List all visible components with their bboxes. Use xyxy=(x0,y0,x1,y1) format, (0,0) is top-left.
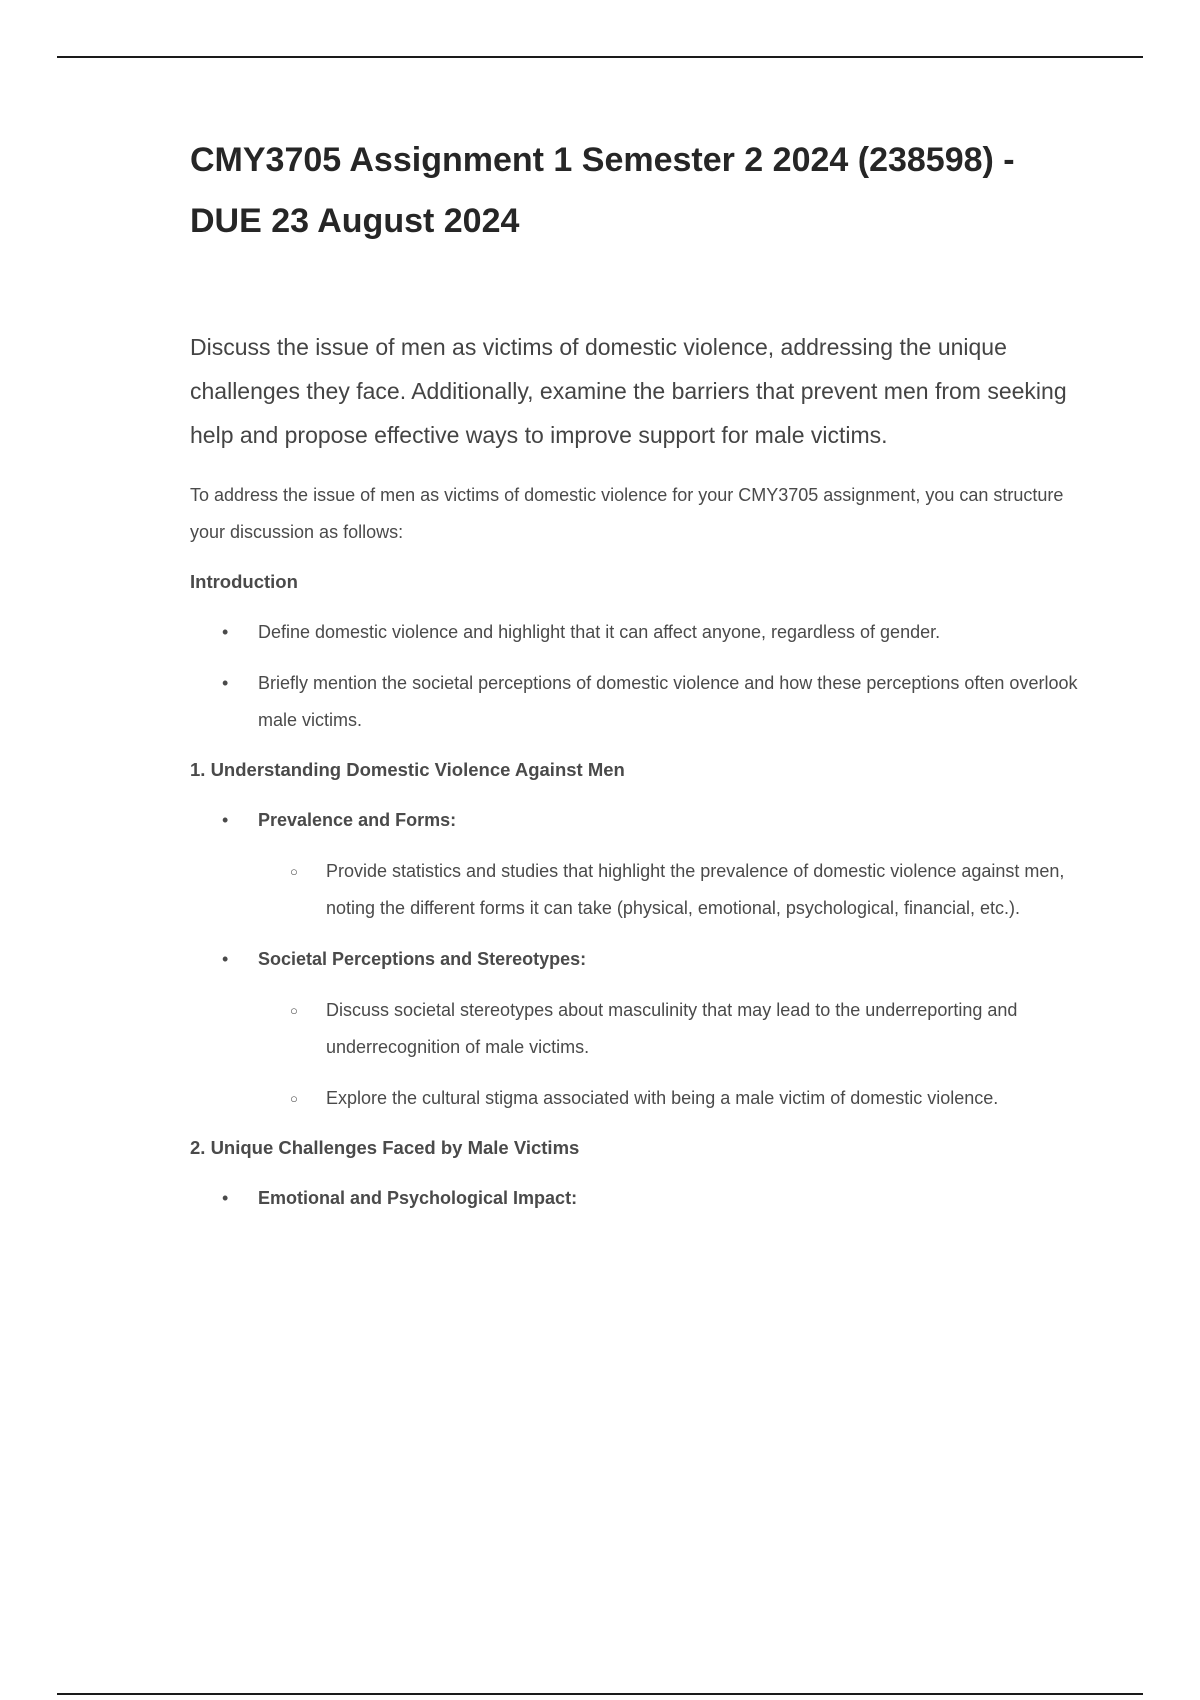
bullet-icon: • xyxy=(222,810,229,830)
question-prompt: Discuss the issue of men as victims of domestic violence, addressing the unique challenges they face. Additionally, examine the barriers that prevent men from seeking help and propose effective ways to improve support for male victims. xyxy=(190,334,1067,448)
sublist-item-text: Provide statistics and studies that highlight the prevalence of domestic violence against men, noting the different forms it can take (physical, emotional, psychological, financial, etc.). xyxy=(326,861,1065,918)
subheading-perceptions: Societal Perceptions and Stereotypes: xyxy=(258,949,587,969)
section-heading-introduction: Introduction xyxy=(190,571,298,592)
sublist-item-text: Explore the cultural stigma associated with being a male victim of domestic violence. xyxy=(326,1088,999,1108)
bullet-icon: • xyxy=(222,1188,229,1208)
list-item xyxy=(190,941,1090,1117)
intro-paragraph: To address the issue of men as victims of domestic violence for your CMY3705 assignment, you can structure your discussion as follows: xyxy=(190,485,1064,542)
hollow-bullet-icon: ○ xyxy=(290,1091,298,1106)
bullet-icon: • xyxy=(222,622,229,642)
bullet-icon: • xyxy=(222,673,229,693)
list-item-text: Define domestic violence and highlight that it can affect anyone, regardless of gender. xyxy=(258,622,941,642)
sublist xyxy=(258,853,1090,927)
introduction-list xyxy=(190,614,1090,739)
subheading-emotional-impact: Emotional and Psychological Impact: xyxy=(258,1188,578,1208)
section-heading-1: 1. Understanding Domestic Violence Against Men xyxy=(190,759,625,780)
list-item xyxy=(190,665,1090,739)
sublist-item-text: Discuss societal stereotypes about masculinity that may lead to the underreporting and underrecognition of male victims. xyxy=(326,1000,1018,1057)
subheading-prevalence: Prevalence and Forms: xyxy=(258,810,457,830)
sublist-item xyxy=(258,992,1090,1066)
sublist xyxy=(258,992,1090,1117)
top-rule xyxy=(57,56,1143,58)
section-heading-2: 2. Unique Challenges Faced by Male Victims xyxy=(190,1137,580,1158)
page-title: CMY3705 Assignment 1 Semester 2 2024 (238598) - DUE 23 August 2024 xyxy=(190,141,1015,240)
bullet-icon: • xyxy=(222,949,229,969)
list-item xyxy=(190,802,1090,927)
sublist-item xyxy=(258,1080,1090,1117)
list-item xyxy=(190,1180,1090,1217)
bottom-rule xyxy=(57,1693,1143,1695)
section-1-list xyxy=(190,802,1090,1117)
sublist-item xyxy=(258,853,1090,927)
list-item xyxy=(190,614,1090,651)
hollow-bullet-icon: ○ xyxy=(290,864,298,879)
section-2-list xyxy=(190,1180,1090,1217)
document-body xyxy=(190,130,1090,1217)
list-item-text: Briefly mention the societal perceptions of domestic violence and how these perceptions often overlook male victims. xyxy=(258,673,1078,730)
hollow-bullet-icon: ○ xyxy=(290,1003,298,1018)
